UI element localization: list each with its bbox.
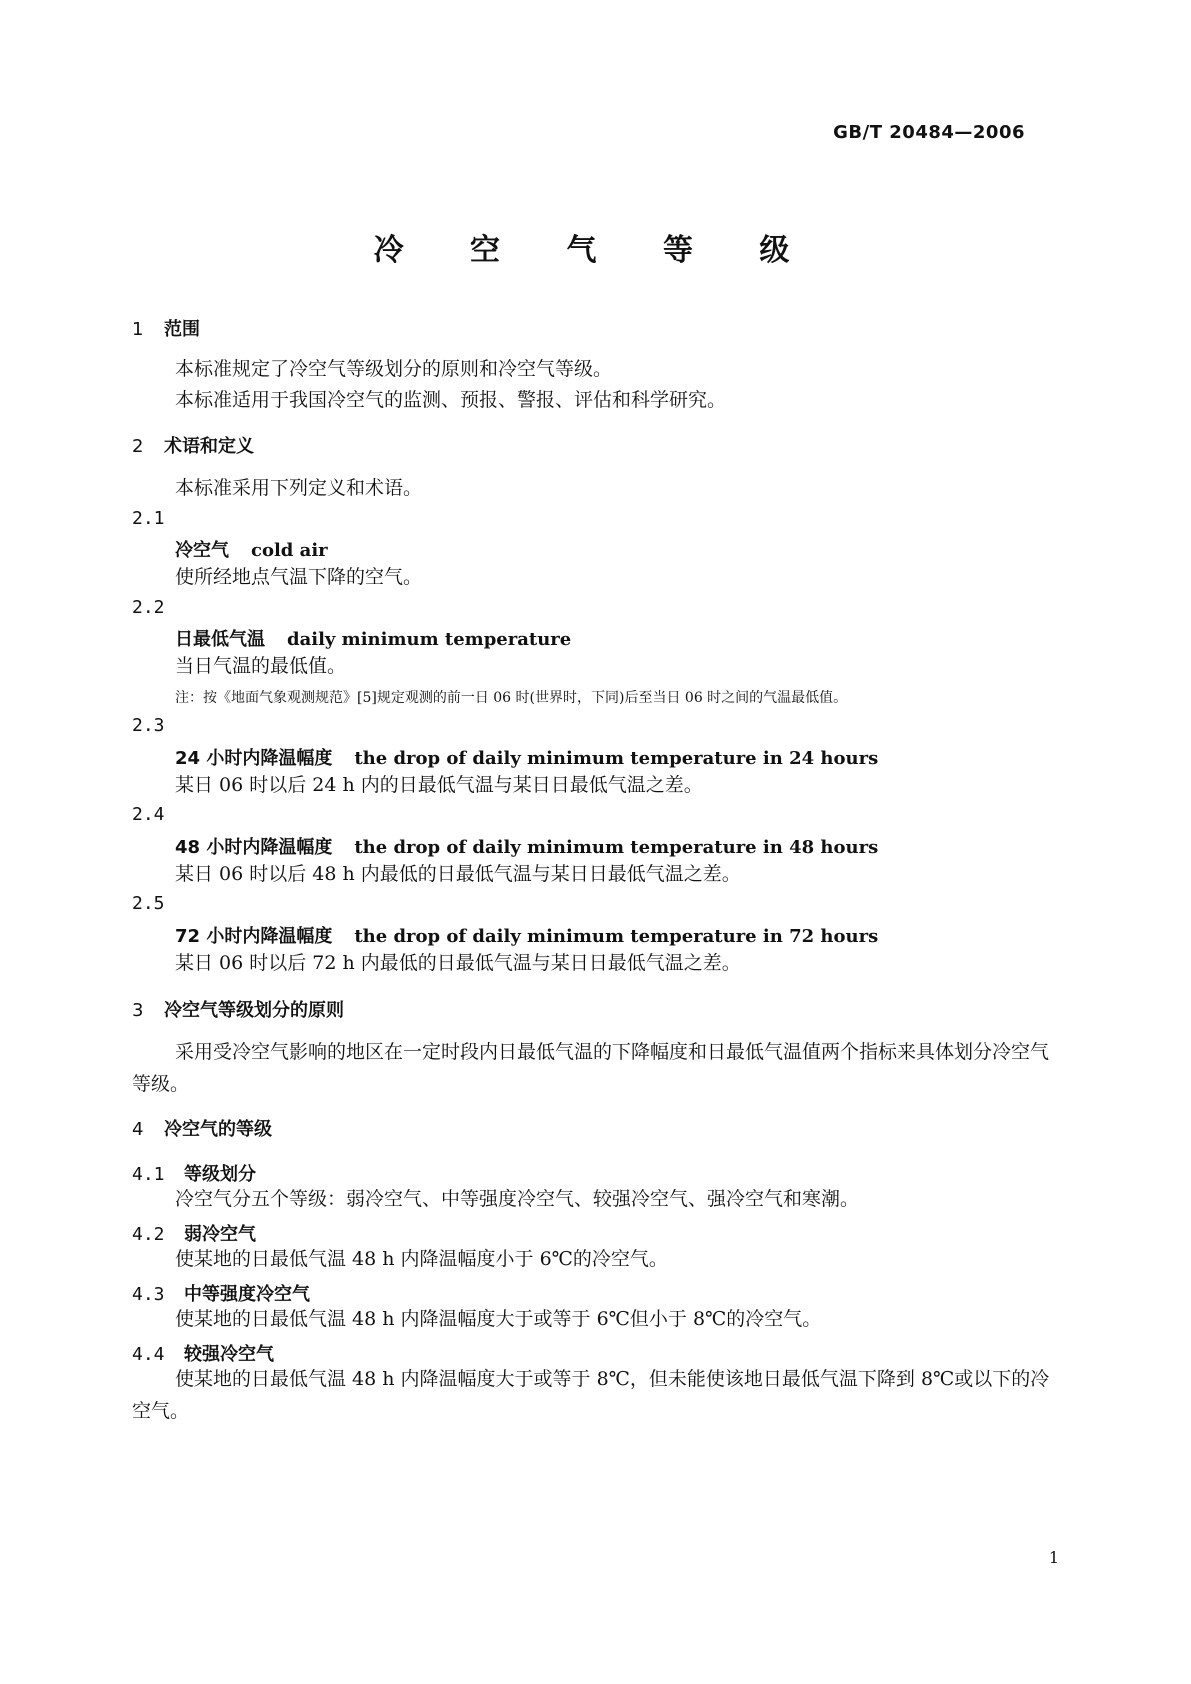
term-en: daily minimum temperature bbox=[287, 629, 572, 650]
section-1-paragraph-2: 本标准适用于我国冷空气的监测、预报、警报、评估和科学研究。 bbox=[175, 389, 727, 411]
term-cn: 冷空气 bbox=[175, 540, 229, 561]
clause-number: 2.5 bbox=[132, 893, 165, 914]
term-heading bbox=[175, 922, 878, 948]
term-cn: 72 小时内降温幅度 bbox=[175, 926, 333, 947]
section-2-intro: 本标准采用下列定义和术语。 bbox=[175, 477, 423, 499]
term-definition: 使所经地点气温下降的空气。 bbox=[175, 566, 423, 588]
clause-number: 2.1 bbox=[132, 508, 165, 529]
subsection-number: 4.2 bbox=[132, 1224, 165, 1245]
section-1-paragraph-1: 本标准规定了冷空气等级划分的原则和冷空气等级。 bbox=[175, 358, 613, 380]
section-title: 冷空气等级划分的原则 bbox=[164, 1000, 344, 1021]
section-4-heading bbox=[132, 1115, 1056, 1141]
section-title: 术语和定义 bbox=[164, 436, 254, 457]
section-3-paragraph: 采用受冷空气影响的地区在一定时段内日最低气温的下降幅度和日最低气温值两个指标来具体划分冷空气等级。 bbox=[132, 1041, 1050, 1095]
section-1-heading bbox=[132, 315, 1056, 341]
term-cn: 24 小时内降温幅度 bbox=[175, 748, 333, 769]
subsection-title: 弱冷空气 bbox=[184, 1224, 256, 1245]
term-heading bbox=[175, 833, 878, 859]
term-en: cold air bbox=[251, 540, 328, 561]
subsection-number: 4.4 bbox=[132, 1344, 165, 1365]
standard-number: GB/T 20484—2006 bbox=[833, 122, 1025, 143]
term-cn: 48 小时内降温幅度 bbox=[175, 837, 333, 858]
subsection-number: 4.3 bbox=[132, 1284, 165, 1305]
section-number: 4 bbox=[132, 1119, 144, 1140]
subsection-4-3-text: 使某地的日最低气温 48 h 内降温幅度大于或等于 6℃但小于 8℃的冷空气。 bbox=[175, 1308, 822, 1330]
term-heading bbox=[175, 744, 878, 770]
term-heading bbox=[175, 536, 328, 562]
term-definition: 某日 06 时以后 48 h 内最低的日最低气温与某日日最低气温之差。 bbox=[175, 863, 741, 885]
clause-number: 2.3 bbox=[132, 715, 165, 736]
subsection-title: 等级划分 bbox=[184, 1164, 256, 1185]
document-title: 冷 空 气 等 级 bbox=[373, 233, 818, 268]
section-title: 冷空气的等级 bbox=[164, 1119, 272, 1140]
page-number: 1 bbox=[1048, 1548, 1059, 1567]
subsection-4-4-text: 使某地的日最低气温 48 h 内降温幅度大于或等于 8℃，但未能使该地日最低气温下降到 8℃或以下的冷空气。 bbox=[132, 1368, 1050, 1422]
clause-number: 2.4 bbox=[132, 804, 165, 825]
section-number: 1 bbox=[132, 319, 144, 340]
subsection-4-2-text: 使某地的日最低气温 48 h 内降温幅度小于 6℃的冷空气。 bbox=[175, 1248, 668, 1270]
section-2-heading bbox=[132, 432, 1056, 458]
term-note: 注：按《地面气象观测规范》[5]规定观测的前一日 06 时(世界时，下同)后至当日 06 时之间的气温最低值。 bbox=[175, 690, 848, 706]
term-definition: 某日 06 时以后 72 h 内最低的日最低气温与某日日最低气温之差。 bbox=[175, 952, 741, 974]
subsection-title: 中等强度冷空气 bbox=[184, 1284, 310, 1305]
term-definition: 当日气温的最低值。 bbox=[175, 655, 347, 677]
term-en: the drop of daily minimum temperature in 48 hours bbox=[354, 837, 879, 858]
section-number: 2 bbox=[132, 436, 144, 457]
subsection-number: 4.1 bbox=[132, 1164, 165, 1185]
term-en: the drop of daily minimum temperature in 24 hours bbox=[354, 748, 879, 769]
term-cn: 日最低气温 bbox=[175, 629, 265, 650]
section-3-heading bbox=[132, 996, 1056, 1022]
term-definition: 某日 06 时以后 24 h 内的日最低气温与某日日最低气温之差。 bbox=[175, 774, 703, 796]
term-heading bbox=[175, 625, 571, 651]
subsection-title: 较强冷空气 bbox=[184, 1344, 274, 1365]
section-title: 范围 bbox=[164, 319, 200, 340]
subsection-4-1-text: 冷空气分五个等级：弱冷空气、中等强度冷空气、较强冷空气、强冷空气和寒潮。 bbox=[175, 1188, 860, 1210]
term-en: the drop of daily minimum temperature in 72 hours bbox=[354, 926, 879, 947]
clause-number: 2.2 bbox=[132, 597, 165, 618]
section-number: 3 bbox=[132, 1000, 144, 1021]
